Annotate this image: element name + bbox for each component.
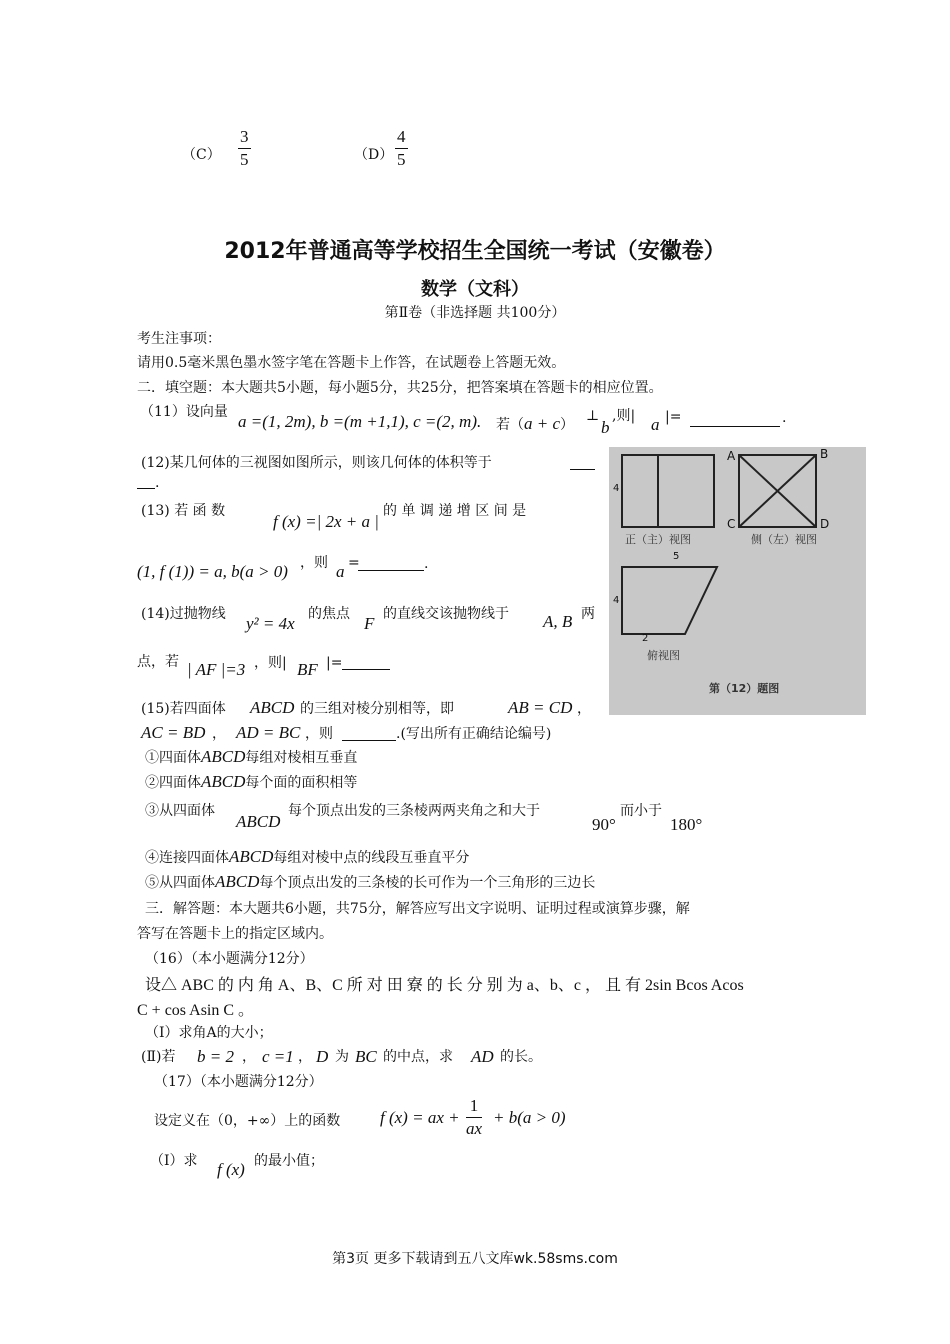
page-footer: 第3页 更多下载请到五八文库wk.58sms.com xyxy=(332,1251,618,1267)
q13-interval: (1, f (1)) = a, b(a > 0) xyxy=(137,562,288,581)
page-title: 2012年普通高等学校招生全国统一考试（安徽卷） xyxy=(224,239,726,264)
section-heading: 第Ⅱ卷（非选择题 共100分） xyxy=(384,305,566,321)
q17-fraction-numerator: 1 xyxy=(466,1095,482,1118)
q16-line2: C + cos Asin C 。 xyxy=(137,1002,255,1019)
q11-then: ,则| xyxy=(612,408,636,424)
q14-bf: BF xyxy=(297,660,318,679)
q16-part1: （Ⅰ）求角A的大小； xyxy=(145,1025,273,1041)
q16-part2a: (Ⅱ)若 xyxy=(141,1049,176,1065)
figure-front-view-label: 正（主）视图 xyxy=(625,533,691,546)
q11-text xyxy=(496,414,574,434)
q11-a: a xyxy=(651,415,660,434)
q16-b: b = 2 xyxy=(197,1047,234,1066)
q17-fraction-denominator: ax xyxy=(466,1119,483,1138)
q17-function-a: f (x) = ax + xyxy=(380,1108,460,1127)
q15-item-abcd: ABCD xyxy=(201,747,246,766)
q15-item-pre: ①四面体 xyxy=(145,750,201,766)
figure-label-a: A xyxy=(727,449,736,463)
q13-line1: (13) 若 函 数 xyxy=(141,503,226,519)
option-d-label: （D） xyxy=(354,147,394,163)
option-c-numerator: 3 xyxy=(238,126,251,149)
q16-part2c: 的中点，求 xyxy=(383,1049,453,1065)
q15-item-post: 每组对棱相互垂直 xyxy=(245,750,358,766)
q17-text1: 设定义在（0，+∞）上的函数 xyxy=(154,1113,341,1129)
q16-comma1: ， xyxy=(242,1049,256,1065)
q14-line2b: ，则| xyxy=(254,655,287,671)
notes-line: 请用0.5毫米黑色墨水签字笔在答题卡上作答，在试题卷上答题无效。 xyxy=(137,355,566,371)
q17-label: （17）（本小题满分12分） xyxy=(154,1074,323,1090)
q11-perp: ⊥ xyxy=(586,408,600,424)
figure-caption: 第（12）题图 xyxy=(709,682,780,695)
option-d-numerator: 4 xyxy=(395,126,408,149)
q15-answer-blank xyxy=(342,740,396,741)
q14-ab: A, B xyxy=(543,612,573,631)
q11-b: b xyxy=(601,418,610,437)
q15-item-post: 每个面的面积相等 xyxy=(245,775,358,791)
q13-answer-blank xyxy=(358,570,424,571)
q15-item-3-pre: ③从四面体 xyxy=(145,803,215,819)
part2-intro: 二．填空题：本大题共5小题，每小题5分，共25分，把答案填在答题卡的相应位置。 xyxy=(137,380,663,396)
q17-fx: f (x) xyxy=(217,1160,245,1179)
q15-item-post: 每组对棱中点的线段互垂直平分 xyxy=(273,850,470,866)
q15-eq2: AC = BD xyxy=(141,723,206,742)
q16-ad: AD xyxy=(471,1047,494,1066)
q12-answer-blank xyxy=(570,469,595,470)
q13-line1b: 的 单 调 递 增 区 间 是 xyxy=(383,503,527,519)
q14-text3: 的直线交该抛物线于 xyxy=(383,606,509,622)
q11-end: . xyxy=(782,410,787,426)
q15-item-5 xyxy=(145,872,595,892)
part3-line2: 答写在答题卡上的指定区域内。 xyxy=(137,926,333,942)
q13-function: f (x) =| 2x + a | xyxy=(273,512,379,531)
q13-a: a xyxy=(336,562,345,581)
q17-fraction xyxy=(466,1095,482,1140)
q15-instruction: .(写出所有正确结论编号) xyxy=(396,726,552,742)
option-d-denominator: 5 xyxy=(397,150,406,169)
option-c-label: （C） xyxy=(182,147,221,163)
q15-item-3-post: 每个顶点出发的三条棱两两夹角之和大于 xyxy=(288,803,540,819)
figure-dim-4-top: 4 xyxy=(613,595,620,606)
q11-label: （11）设向量 xyxy=(140,404,228,420)
q13-end: . xyxy=(424,556,429,572)
q14-af: | AF |=3 xyxy=(187,660,246,679)
figure-dim-4-front: 4 xyxy=(613,483,620,494)
q15-item-4 xyxy=(145,847,469,867)
q14-answer-blank xyxy=(342,669,390,670)
q15-item-post: 每个顶点出发的三条棱的长可作为一个三角形的三边长 xyxy=(259,875,596,891)
figure-dim-2: 2 xyxy=(642,633,649,644)
q14-text1: (14)过抛物线 xyxy=(141,606,226,622)
q15-text2: 的三组对棱分别相等，即 xyxy=(300,701,454,717)
q16-part2b: 为 xyxy=(335,1049,349,1065)
q15-comma1: ， xyxy=(577,701,591,717)
q15-eq1: AB = CD xyxy=(508,698,573,717)
q14-curve: y² = 4x xyxy=(246,614,295,633)
q14-text4: 两 xyxy=(581,606,595,622)
q15-comma2: ， xyxy=(212,726,226,742)
q15-item-abcd: ABCD xyxy=(215,872,260,891)
q11-text-part: ） xyxy=(560,417,575,433)
q16-comma2: ， xyxy=(298,1049,312,1065)
q15-item-pre: ②四面体 xyxy=(145,775,201,791)
q11-expr: a + c xyxy=(524,414,561,433)
q13-then: ，则 xyxy=(300,555,328,571)
page-subtitle: 数学（文科） xyxy=(421,279,529,300)
figure-top-view-label: 俯视图 xyxy=(647,649,680,662)
q11-vectors: a =(1, 2m), b =(m +1,1), c =(2, m). xyxy=(238,412,482,431)
q15-eq3: AD = BC xyxy=(236,723,301,742)
q15-item-pre: ④连接四面体 xyxy=(145,850,229,866)
notes-heading: 考生注事项： xyxy=(137,331,221,347)
q16-bc: BC xyxy=(355,1047,377,1066)
q11-answer-blank xyxy=(690,426,780,427)
figure-dim-5: 5 xyxy=(673,551,680,562)
q14-line2c: |= xyxy=(326,655,343,671)
q15-then: ，则 xyxy=(305,726,333,742)
figure-label-d: D xyxy=(820,517,830,531)
q16-line1: 设△ ABC 的 内 角 A、B、C 所 对 田 寮 的 长 分 别 为 a、b、c ， 且 有 2sin Bcos Acos xyxy=(145,977,744,994)
q15-item-3-post2: 而小于 xyxy=(620,803,662,819)
q12-figure xyxy=(609,447,866,715)
three-view-diagram xyxy=(609,447,866,715)
q15-item-3-deg1: 90° xyxy=(592,815,616,834)
q17-part1b: 的最小值； xyxy=(254,1153,324,1169)
figure-label-c: C xyxy=(727,517,736,531)
q11-text-part: 若（ xyxy=(496,417,524,433)
q15-item-3-abcd: ABCD xyxy=(236,812,281,831)
q16-d: D xyxy=(316,1047,329,1066)
q14-text2: 的焦点 xyxy=(308,606,350,622)
q16-c: c =1 xyxy=(262,1047,294,1066)
q16-part2d: 的长。 xyxy=(500,1049,542,1065)
q15-item-1 xyxy=(145,747,357,767)
q11-abs: |= xyxy=(665,409,682,425)
q15-text1: (15)若四面体 xyxy=(141,701,226,717)
q12-text: (12)某几何体的三视图如图所示，则该几何体的体积等于 xyxy=(141,455,492,471)
q12-end: . xyxy=(155,475,160,491)
part3-line1: 三．解答题：本大题共6小题，共75分，解答应写出文字说明、证明过程或演算步骤，解 xyxy=(145,901,690,917)
q15-item-pre: ⑤从四面体 xyxy=(145,875,215,891)
q13-eq: = xyxy=(348,555,360,571)
q14-focus: F xyxy=(364,614,375,633)
option-d-fraction xyxy=(395,126,408,171)
figure-side-view-label: 侧（左）视图 xyxy=(751,533,817,546)
option-c-denominator: 5 xyxy=(240,150,249,169)
q12-answer-blank-cont xyxy=(137,488,155,489)
q15-item-abcd: ABCD xyxy=(201,772,246,791)
q17-part1a: （Ⅰ）求 xyxy=(150,1153,198,1169)
q14-line2a: 点，若 xyxy=(137,654,179,670)
q17-function-b: + b(a > 0) xyxy=(493,1108,566,1127)
q15-item-3-deg2: 180° xyxy=(670,815,703,834)
q15-item-2 xyxy=(145,772,357,792)
figure-label-b: B xyxy=(820,447,829,461)
q15-item-abcd: ABCD xyxy=(229,847,274,866)
q15-abcd: ABCD xyxy=(250,698,295,717)
option-c-fraction xyxy=(238,126,251,171)
q16-label: （16）（本小题满分12分） xyxy=(145,951,314,967)
